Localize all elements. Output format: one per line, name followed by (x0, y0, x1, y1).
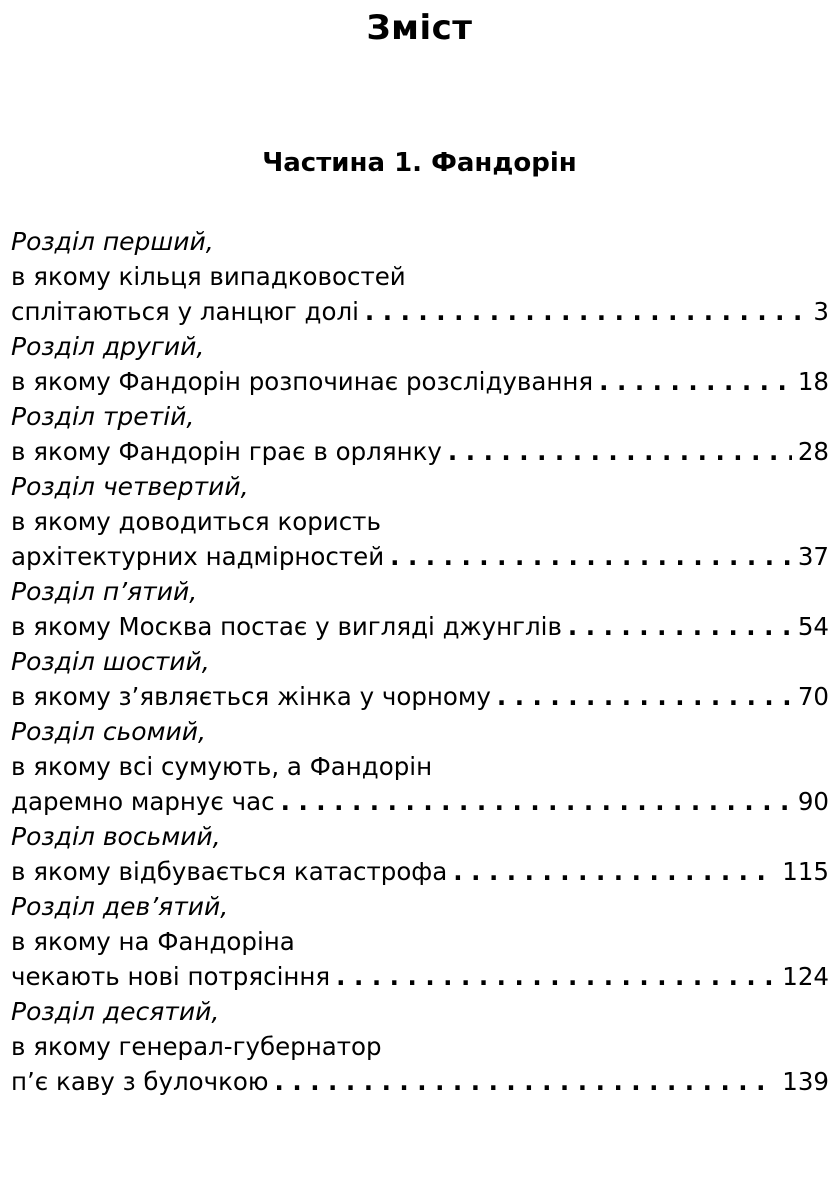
toc-entry-line: в якому кільця випадковостей (11, 262, 406, 291)
toc-entry-leader-line (11, 784, 829, 819)
toc-entry-leader-line (11, 364, 829, 399)
toc-entry-6[interactable] (11, 644, 829, 714)
toc-entry-2[interactable] (11, 329, 829, 399)
toc-entry-leader-line (11, 1064, 829, 1099)
toc-entry-title: в якому відбувається катастрофа (11, 857, 448, 886)
toc-entry-7[interactable] (11, 714, 829, 819)
toc-page-number: 18 (797, 367, 829, 396)
toc-entry-leader-line (11, 434, 829, 469)
dot-leader (568, 609, 792, 644)
toc-entry-leader-line (11, 679, 829, 714)
toc-entry-title: в якому Фандорін грає в орлянку (11, 437, 442, 466)
toc-page-number: 37 (797, 542, 829, 571)
toc-entry-title: в якому з’являється жінка у чорному (11, 682, 491, 711)
dot-leader (390, 539, 792, 574)
toc-entry-leader-line (11, 609, 829, 644)
toc-entry-heading: Розділ шостий, (11, 647, 210, 676)
toc-page-number: 90 (797, 787, 829, 816)
toc-page-number: 3 (813, 297, 829, 326)
toc-entry-5[interactable] (11, 574, 829, 644)
toc-entry-heading: Розділ дев’ятий, (11, 892, 229, 921)
toc-entry-heading: Розділ четвертий, (11, 472, 249, 501)
toc-entry-line: в якому на Фандоріна (11, 927, 295, 956)
dot-leader (448, 434, 792, 469)
toc-entry-10[interactable] (11, 994, 829, 1099)
toc-entry-1[interactable] (11, 224, 829, 329)
part-heading: Частина 1. Фандорін (262, 148, 577, 178)
toc-page-number: 124 (782, 962, 829, 991)
toc-entry-leader-line (11, 959, 829, 994)
dot-leader (497, 679, 792, 714)
toc-entry-9[interactable] (11, 889, 829, 994)
toc-page-number: 28 (797, 437, 829, 466)
toc-page-number: 70 (797, 682, 829, 711)
dot-leader (281, 784, 792, 819)
dot-leader (453, 854, 776, 889)
toc-entry-line: в якому доводиться користь (11, 507, 381, 536)
toc-entry-heading: Розділ п’ятий, (11, 577, 198, 606)
toc-entry-leader-line (11, 294, 829, 329)
toc-page-number: 115 (782, 857, 829, 886)
toc-entry-heading: Розділ другий, (11, 332, 205, 361)
dot-leader (275, 1064, 777, 1099)
toc-entry-title: чекають нові потрясіння (11, 962, 331, 991)
toc-entry-4[interactable] (11, 469, 829, 574)
toc-entry-leader-line (11, 854, 829, 889)
toc-entry-title: в якому Москва постає у вигляді джунглів (11, 612, 562, 641)
toc-entry-heading: Розділ третій, (11, 402, 195, 431)
toc-entry-line: в якому всі сумують, а Фандорін (11, 752, 433, 781)
toc-entry-leader-line (11, 539, 829, 574)
toc-entry-heading: Розділ восьмий, (11, 822, 221, 851)
toc-entry-line: в якому генерал-губернатор (11, 1032, 382, 1061)
dot-leader (365, 294, 808, 329)
toc-page-number: 54 (797, 612, 829, 641)
page-title: Зміст (366, 8, 473, 48)
toc-entry-3[interactable] (11, 399, 829, 469)
toc-entry-heading: Розділ десятий, (11, 997, 220, 1026)
toc-entry-heading: Розділ перший, (11, 227, 214, 256)
dot-leader (336, 959, 776, 994)
toc-entry-title: п’є каву з булочкою (11, 1067, 269, 1096)
toc-entry-heading: Розділ сьомий, (11, 717, 206, 746)
toc-entry-title: даремно марнує час (11, 787, 275, 816)
table-of-contents (11, 224, 829, 1099)
toc-entry-8[interactable] (11, 819, 829, 889)
toc-entry-title: в якому Фандорін розпочинає розслідування (11, 367, 594, 396)
toc-entry-title: архітектурних надмірностей (11, 542, 385, 571)
dot-leader (599, 364, 792, 399)
toc-page-number: 139 (782, 1067, 829, 1096)
toc-entry-title: сплітаються у ланцюг долі (11, 297, 359, 326)
